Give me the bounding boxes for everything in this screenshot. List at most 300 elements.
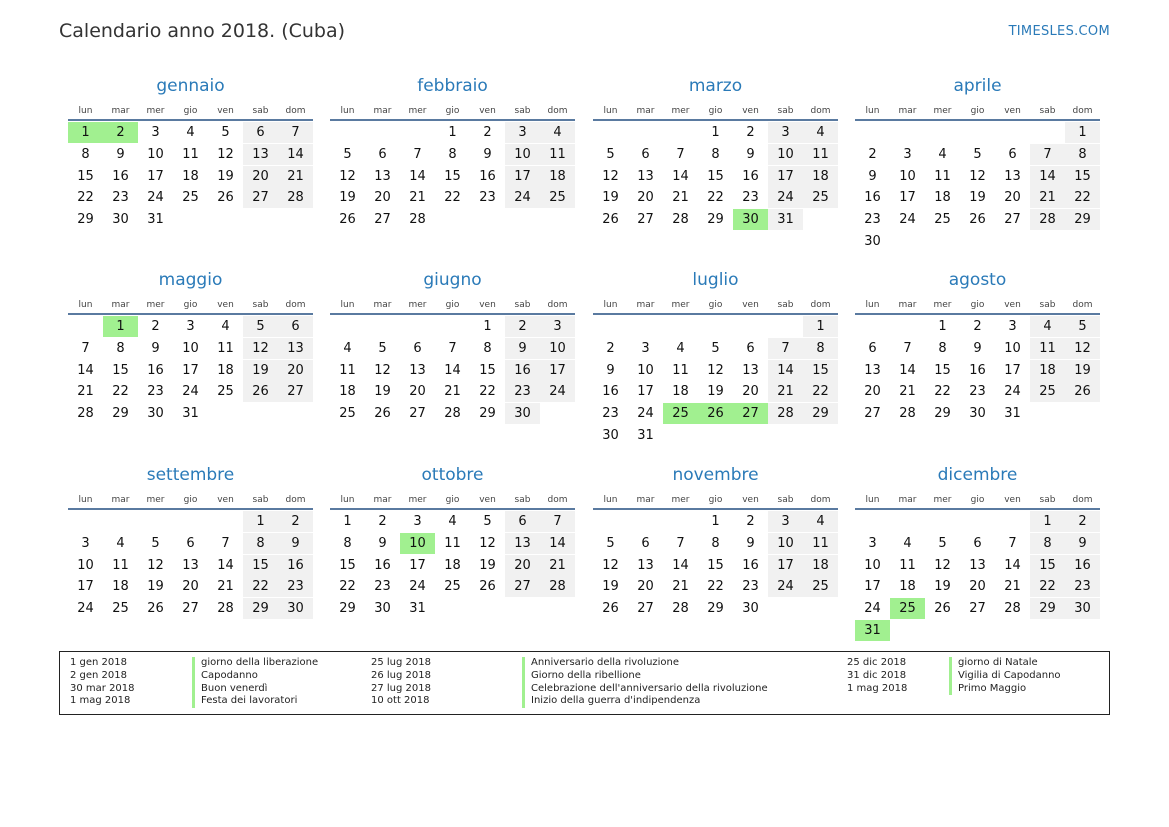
day-cell: 22 [479,384,496,400]
day-cell: 2 [505,316,540,337]
day-cell: 5 [1065,316,1100,337]
day-cell: 12 [1065,338,1100,359]
day-cell: 11 [803,533,838,554]
day-cell: 11 [444,535,461,551]
legend-date: 2 gen 2018 [70,669,128,681]
day-cell: 2 [606,340,615,356]
month-name: maggio [158,270,223,290]
day-cell: 9 [116,146,125,162]
day-cell: 10 [505,144,540,165]
day-cell: 28 [278,187,313,208]
legend-date: 31 dic 2018 [847,669,907,681]
weekday-label: gio [445,300,460,310]
day-cell: 8 [448,146,457,162]
day-cell: 22 [803,381,838,402]
weekday-label: ven [217,495,234,505]
legend-date: 10 ott 2018 [371,695,430,707]
day-cell: 6 [746,340,755,356]
header-divider [330,508,575,510]
day-cell: 12 [217,146,234,162]
header-divider [593,313,838,315]
weekday-label: gio [183,300,198,310]
day-cell: 6 [413,340,422,356]
day-cell: 21 [540,555,575,576]
day-cell: 16 [112,168,129,184]
day-cell: 26 [147,601,164,617]
day-cell: 17 [768,166,803,187]
day-cell: 24 [540,381,575,402]
day-cell: 18 [803,166,838,187]
day-cell: 21 [77,384,94,400]
day-cell: 18 [803,555,838,576]
day-cell: 13 [637,557,654,573]
day-cell: 6 [278,316,313,337]
legend-holiday-name: Anniversario della rivoluzione [522,657,768,670]
day-cell: 21 [899,384,916,400]
day-cell: 30 [147,406,164,422]
day-cell: 30 [602,428,619,443]
day-cell: 17 [147,168,164,184]
day-cell: 4 [803,122,838,143]
day-cell: 10 [637,362,654,378]
day-cell: 13 [505,533,540,554]
day-cell: 28 [540,576,575,597]
day-cell: 16 [278,555,313,576]
day-cell: 19 [934,579,951,595]
day-cell: 2 [973,319,982,334]
day-cell: 14 [217,557,234,573]
day-cell: 7 [1030,144,1065,165]
day-cell: 12 [934,557,951,573]
weekday-label: ven [479,106,496,116]
holiday-day-cell: 1 [103,316,138,337]
day-cell: 24 [864,601,881,617]
day-cell: 16 [479,168,496,184]
day-cell: 18 [182,168,199,184]
day-cell: 30 [374,601,391,617]
weekday-label: lun [603,300,618,310]
day-cell: 18 [444,557,461,573]
holiday-day-cell: 26 [698,403,733,424]
day-cell: 18 [540,166,575,187]
day-cell: 25 [217,384,234,400]
header-divider [330,313,575,315]
day-cell: 8 [1030,533,1065,554]
month-name: luglio [692,270,739,290]
day-cell: 9 [378,535,387,551]
day-cell: 25 [112,601,129,617]
day-cell: 4 [938,146,947,162]
day-cell: 27 [969,601,986,617]
day-cell: 23 [742,190,759,206]
legend-date: 1 mag 2018 [847,682,908,694]
day-cell: 24 [77,601,94,617]
day-cell: 8 [483,340,492,356]
day-cell: 22 [112,384,129,400]
legend-holiday-name: Giorno della ribellione [522,670,768,683]
day-cell: 18 [672,384,689,400]
weekday-label: lun [603,106,618,116]
day-cell: 15 [1030,555,1065,576]
day-cell: 2 [746,125,755,140]
day-cell: 6 [378,146,387,162]
day-cell: 9 [868,168,877,184]
day-cell: 12 [602,557,619,573]
weekday-label: mar [111,495,130,505]
weekday-label: sab [777,495,794,505]
day-cell: 8 [343,535,352,551]
day-cell: 7 [768,338,803,359]
holiday-day-cell: 27 [733,403,768,424]
day-cell: 11 [899,557,916,573]
day-cell: 12 [243,338,278,359]
day-cell: 9 [483,146,492,162]
day-cell: 14 [1004,557,1021,573]
day-cell: 8 [81,146,90,162]
day-cell: 29 [112,406,129,422]
day-cell: 4 [343,340,352,356]
holiday-day-cell: 25 [890,598,925,619]
day-cell: 28 [672,601,689,617]
weekday-label: lun [340,495,355,505]
weekday-label: mer [933,495,952,505]
day-cell: 3 [768,122,803,143]
legend-date: 1 mag 2018 [70,695,131,707]
month-name: novembre [672,465,759,485]
day-cell: 25 [803,576,838,597]
day-cell: 20 [969,579,986,595]
day-cell: 11 [803,144,838,165]
day-cell: 21 [672,579,689,595]
weekday-label: mar [898,495,917,505]
day-cell: 11 [934,168,951,184]
day-cell: 14 [540,533,575,554]
legend-holiday-name: Vigilia di Capodanno [949,670,1061,683]
weekday-label: mar [636,300,655,310]
day-cell: 9 [505,338,540,359]
day-cell: 21 [1030,187,1065,208]
day-cell: 9 [278,533,313,554]
day-cell: 20 [864,384,881,400]
legend-date: 30 mar 2018 [70,682,135,694]
day-cell: 17 [899,190,916,206]
day-cell: 15 [803,360,838,381]
day-cell: 30 [1065,598,1100,619]
day-cell: 4 [676,340,685,356]
day-cell: 14 [444,362,461,378]
day-cell: 18 [217,362,234,378]
day-cell: 7 [676,146,685,162]
day-cell: 31 [768,209,803,230]
day-cell: 19 [374,384,391,400]
legend-names-col-1 [192,657,318,708]
day-cell: 30 [278,598,313,619]
day-cell: 3 [903,146,912,162]
day-cell: 23 [742,579,759,595]
day-cell: 4 [116,535,125,551]
weekday-label: sab [777,106,794,116]
day-cell: 4 [448,514,457,529]
weekday-label: gio [970,300,985,310]
day-cell: 18 [934,190,951,206]
day-cell: 29 [1065,209,1100,230]
weekday-label: sab [252,495,269,505]
weekday-label: sab [514,106,531,116]
day-cell: 21 [278,166,313,187]
day-cell: 15 [444,168,461,184]
weekday-label: mar [111,106,130,116]
day-cell: 16 [1065,555,1100,576]
header-divider [593,508,838,510]
day-cell: 11 [112,557,129,573]
day-cell: 22 [77,190,94,206]
day-cell: 15 [707,168,724,184]
day-cell: 1 [803,316,838,337]
day-cell: 26 [934,601,951,617]
day-cell: 12 [602,168,619,184]
day-cell: 5 [343,146,352,162]
day-cell: 25 [803,187,838,208]
day-cell: 17 [540,360,575,381]
day-cell: 30 [969,406,986,422]
day-cell: 11 [217,340,234,356]
weekday-label: sab [252,106,269,116]
weekday-label: dom [1072,300,1093,310]
day-cell: 2 [378,514,387,529]
weekday-label: gio [708,106,723,116]
day-cell: 4 [221,319,230,334]
day-cell: 23 [969,384,986,400]
weekday-label: lun [865,106,880,116]
header-divider [68,508,313,510]
month-name: febbraio [417,76,488,96]
day-cell: 1 [448,125,457,140]
day-cell: 9 [746,146,755,162]
weekday-label: sab [1039,300,1056,310]
weekday-label: lun [340,106,355,116]
day-cell: 22 [444,190,461,206]
day-cell: 12 [969,168,986,184]
day-cell: 29 [243,598,278,619]
day-cell: 14 [77,362,94,378]
day-cell: 17 [409,557,426,573]
day-cell: 8 [938,340,947,356]
day-cell: 17 [77,579,94,595]
day-cell: 8 [1065,144,1100,165]
day-cell: 27 [409,406,426,422]
day-cell: 3 [540,316,575,337]
day-cell: 5 [711,340,720,356]
weekday-label: lun [865,300,880,310]
day-cell: 28 [217,601,234,617]
site-link[interactable]: TIMESLES.COM [1008,24,1110,39]
day-cell: 19 [479,557,496,573]
holiday-day-cell: 10 [400,533,435,554]
day-cell: 16 [969,362,986,378]
weekday-label: mer [408,300,427,310]
weekday-label: mer [671,300,690,310]
day-cell: 10 [864,557,881,573]
legend-holiday-name: giorno della liberazione [192,657,318,670]
day-cell: 6 [505,511,540,532]
weekday-label: ven [1004,106,1021,116]
day-cell: 29 [707,601,724,617]
legend-holiday-name: Primo Maggio [949,683,1061,696]
weekday-label: ven [479,495,496,505]
weekday-label: gio [708,495,723,505]
day-cell: 13 [742,362,759,378]
day-cell: 9 [151,340,160,356]
day-cell: 23 [864,212,881,228]
day-cell: 14 [899,362,916,378]
day-cell: 6 [186,535,195,551]
weekday-label: lun [78,106,93,116]
day-cell: 14 [409,168,426,184]
day-cell: 28 [1030,209,1065,230]
day-cell: 10 [147,146,164,162]
header-divider [855,313,1100,315]
day-cell: 12 [147,557,164,573]
weekday-label: dom [547,300,568,310]
day-cell: 4 [186,125,195,140]
day-cell: 24 [899,212,916,228]
month-name: gennaio [156,76,225,96]
day-cell: 15 [339,557,356,573]
day-cell: 25 [444,579,461,595]
day-cell: 7 [413,146,422,162]
day-cell: 2 [151,319,160,334]
day-cell: 1 [243,511,278,532]
day-cell: 18 [899,579,916,595]
day-cell: 3 [186,319,195,334]
weekday-label: mer [146,300,165,310]
day-cell: 15 [479,362,496,378]
legend-holiday-name: Inizio della guerra d'indipendenza [522,695,768,708]
weekday-label: mar [373,106,392,116]
day-cell: 23 [374,579,391,595]
day-cell: 13 [409,362,426,378]
day-cell: 13 [243,144,278,165]
legend-holiday-name: Celebrazione dell'anniversario della rivoluzione [522,683,768,696]
weekday-label: sab [514,300,531,310]
day-cell: 3 [413,514,422,529]
day-cell: 21 [409,190,426,206]
day-cell: 5 [973,146,982,162]
day-cell: 13 [637,168,654,184]
weekday-label: dom [285,495,306,505]
day-cell: 17 [768,555,803,576]
day-cell: 30 [505,403,540,424]
day-cell: 17 [505,166,540,187]
day-cell: 22 [707,579,724,595]
day-cell: 27 [1004,212,1021,228]
day-cell: 15 [77,168,94,184]
day-cell: 20 [278,360,313,381]
day-cell: 14 [278,144,313,165]
day-cell: 6 [243,122,278,143]
legend-holiday-name: Capodanno [192,670,318,683]
day-cell: 13 [864,362,881,378]
day-cell: 19 [969,190,986,206]
day-cell: 16 [374,557,391,573]
day-cell: 5 [243,316,278,337]
day-cell: 14 [672,557,689,573]
day-cell: 17 [864,579,881,595]
weekday-label: dom [547,495,568,505]
weekday-label: sab [1039,106,1056,116]
day-cell: 29 [934,406,951,422]
day-cell: 24 [637,406,654,422]
day-cell: 21 [444,384,461,400]
day-cell: 28 [409,212,426,228]
day-cell: 22 [339,579,356,595]
day-cell: 1 [1065,122,1100,143]
day-cell: 31 [1004,406,1021,422]
day-cell: 4 [1030,316,1065,337]
day-cell: 8 [116,340,125,356]
day-cell: 18 [1030,360,1065,381]
month-name: ottobre [421,465,484,485]
day-cell: 19 [602,579,619,595]
header-divider [68,119,313,121]
weekday-label: mer [671,106,690,116]
day-cell: 27 [243,187,278,208]
day-cell: 28 [1004,601,1021,617]
day-cell: 16 [742,557,759,573]
day-cell: 13 [182,557,199,573]
weekday-label: mer [146,106,165,116]
weekday-label: ven [217,300,234,310]
legend-dates-col-1 [70,657,135,708]
weekday-label: gio [970,106,985,116]
weekday-label: dom [810,106,831,116]
day-cell: 23 [147,384,164,400]
day-cell: 19 [339,190,356,206]
day-cell: 6 [641,535,650,551]
day-cell: 2 [483,125,492,140]
day-cell: 23 [112,190,129,206]
legend-dates-col-2 [371,657,431,708]
weekday-label: mar [636,495,655,505]
weekday-label: sab [252,300,269,310]
header-divider [855,119,1100,121]
day-cell: 7 [540,511,575,532]
day-cell: 22 [934,384,951,400]
weekday-label: dom [285,106,306,116]
weekday-label: gio [708,300,723,310]
weekday-label: ven [742,106,759,116]
legend-date: 1 gen 2018 [70,657,128,668]
legend-holiday-name: Buon venerdì [192,683,318,696]
day-cell: 28 [899,406,916,422]
day-cell: 3 [768,511,803,532]
weekday-label: ven [742,495,759,505]
weekday-label: mer [933,106,952,116]
weekday-label: gio [183,106,198,116]
header-divider [68,313,313,315]
weekday-label: gio [445,106,460,116]
day-cell: 26 [243,381,278,402]
day-cell: 8 [803,338,838,359]
day-cell: 20 [374,190,391,206]
day-cell: 21 [1004,579,1021,595]
day-cell: 26 [602,212,619,228]
day-cell: 26 [1065,381,1100,402]
day-cell: 20 [742,384,759,400]
day-cell: 25 [1030,381,1065,402]
day-cell: 12 [479,535,496,551]
day-cell: 15 [707,557,724,573]
